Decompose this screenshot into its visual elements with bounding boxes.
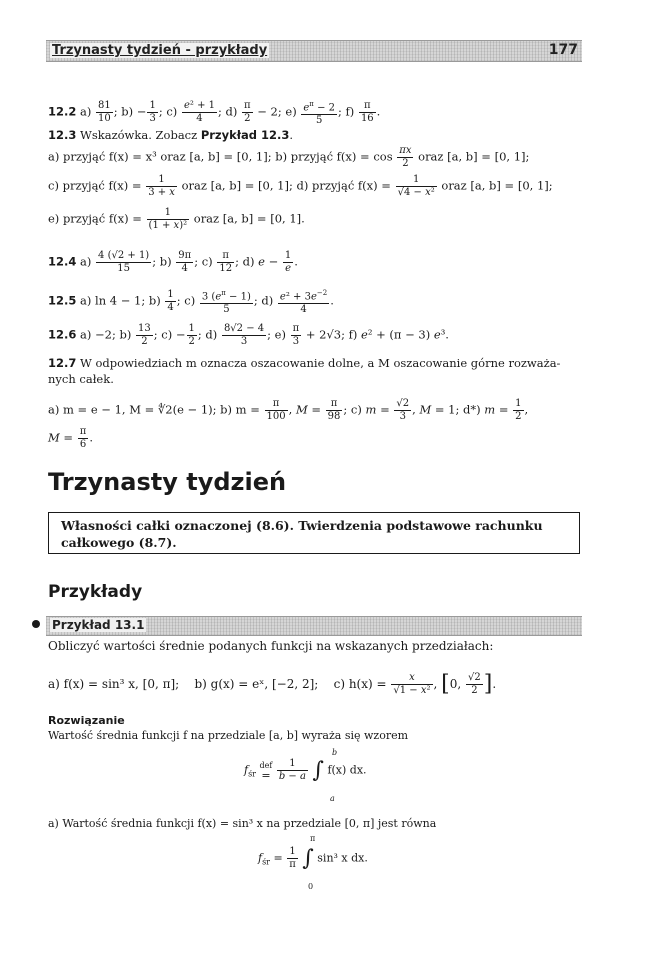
topic-text [61,517,571,551]
sr-subscript: śr [248,769,257,779]
hint-line-c: c) przyjąć f(x) = [48,178,142,193]
part-e: e) [285,104,297,119]
item-b: b) g(x) = eˣ, [−2, 2]; [194,677,319,691]
answer-label: 12.6 [48,327,77,342]
example-items: a) f(x) = sin³ x, [0, π]; b) g(x) = eˣ, [−2, 2]; c) h(x) = $\frac{x}{\text{√1 − x²}}$ , [0, $\frac{√2}{2}$ ]. [48,671,497,697]
example-band [46,616,582,636]
answer-M: M = [48,430,74,445]
topic-box [48,512,580,554]
answer-12-7-a: a) m = e − 1, M = ∜2(e − 1); b) m = $\frac{\pi}{100}$ , M = $\frac{\pi}{98}$ ; c) m = $\frac{√2}{3}$ , M = 1; d*) m = $\frac{1}{2}$ , [48,398,529,422]
answer-12-3-a: a) przyjąć f(x) = x³ oraz [a, b] = [0, 1]; b) przyjąć f(x) = cos $\frac{\pi x}{2}$ oraz [a, b] = [0, 1]; [48,145,530,169]
answer-line-a: a) m = e − 1, M = ∜2(e − 1); b) m = [48,402,260,417]
chapter-title: Trzynasty tydzień [48,468,287,496]
answer-12-7-cont [48,371,588,387]
answer-label: 12.7 [48,356,77,370]
answer-12-2: 12.2 a) $\frac{81}{10}$ ; b) − $\frac{1}{3}$ ; c) $\frac{\text{e² + 1}}{4}$ ; d) $\frac{\pi}{2}$ − 2; e) $\frac{e^\pi - 2}{5}$ ; f) $\frac{\pi}{16}$ . [48,100,381,127]
hint-line-a: a) przyjąć f(x) = x³ oraz [a, b] = [0, 1]; b) przyjąć f(x) = cos [48,149,393,164]
integrand-a: sin³ x dx. [317,851,368,865]
answer-12-7-M: M = $\frac{\pi}{6}$ . [48,426,93,450]
example-task: Obliczyć wartości średnie podanych funkcji na wskazanych przedziałach: [48,639,494,653]
hint-line-c-mid: oraz [a, b] = [0, 1]; d) przyjąć f(x) = [181,178,391,193]
hint-line-e: e) przyjąć f(x) = [48,211,142,226]
answer-text: a) −2; b) [80,327,132,342]
def-label: def [259,760,273,770]
examples-heading: Przykłady [48,582,143,602]
part-f: f) [345,104,355,119]
part-a: a) [80,104,92,119]
mean-value-formula: $f_{śr}$ def = $\frac{1}{b - a}$ ∫ f(x) dx. b a [244,748,367,803]
answer-label: 12.3 [48,128,77,142]
example-reference: Przykład 12.3 [200,128,290,142]
topic-line-2: całkowego (8.7). [61,535,177,550]
answer-12-3-c: c) przyjąć f(x) = $\frac{1}{3 + x}$ oraz [a, b] = [0, 1]; d) przyjąć f(x) = $\frac{1}{\text{√4 − x²}}$ oraz [a, b] = [0, 1]; [48,174,553,198]
answer-text: W odpowiedziach m oznacza oszacowanie dolne, a M oszacowanie górne rozważa- [80,356,561,370]
hint-line-e-end: oraz [a, b] = [0, 1]. [193,211,305,226]
answer-text-cont: nych całek. [48,372,114,386]
solution-heading: Rozwiązanie [48,714,125,727]
bullet-icon [32,620,40,628]
solution-text: Wartość średnia funkcji f na przedziale [a, b] wyraża się wzorem [48,729,409,742]
answer-text: a) ln 4 − 1; b) [80,293,161,308]
part-a-formula: $f_{śr}$ = $\frac{1}{\pi}$ ∫ sin³ x dx. π 0 [258,834,368,891]
header-band [46,40,582,62]
example-title: Przykład 13.1 [52,618,145,632]
answer-label: 12.2 [48,104,77,119]
part-a-text: a) Wartość średnia funkcji f(x) = sin³ x na przedziale [0, π] jest równa [48,817,437,830]
item-c: c) h(x) = [333,677,387,691]
part-b: b) [121,104,134,119]
f-symbol: f [244,763,249,777]
answer-12-6: 12.6 a) −2; b) $\frac{13}{2}$ ; c) − $\frac{1}{2}$ ; d) $\frac{8√2 - 4}{3}$ ; e) $\frac{\pi}{3}$ + 2√3; f) e² + (π − 3) e³. [48,323,449,347]
topic-line-1: Własności całki oznaczonej (8.6). Twierdzenia podstawowe rachunku [61,518,543,533]
answer-12-3-e: e) przyjąć f(x) = $\frac{1}{\text{(1 + x)²}}$ oraz [a, b] = [0, 1]. [48,207,305,231]
integrand-general: f(x) dx. [327,763,367,777]
hint-text: Wskazówka. Zobacz [80,128,198,142]
running-header-title: Trzynasty tydzień - przykłady [52,43,268,58]
answer-12-5: 12.5 a) ln 4 − 1; b) $\frac{1}{4}$ ; c) $\frac{3 (e^\pi - 1)}{5}$ ; d) $\frac{e^2 + 3e^{-2}}{4}$ . [48,289,334,316]
answer-label: 12.5 [48,293,77,308]
answer-12-4: 12.4 a) $\frac{4 (√2 + 1)}{15}$ ; b) $\frac{9\pi}{4}$ ; c) $\frac{\pi}{12}$ ; d) e − $\frac{1}{e}$ . [48,250,298,274]
part-c: c) [166,104,178,119]
answer-label: 12.4 [48,254,77,269]
page-number: 177 [548,42,578,58]
answer-12-3-hint: 12.3 Wskazówka. Zobacz Przykład 12.3. [48,128,294,142]
item-a: a) f(x) = sin³ x, [0, π]; [48,677,180,691]
answer-12-7 [48,355,588,371]
hint-line-c-end: oraz [a, b] = [0, 1]; [441,178,553,193]
part-d: d) [225,104,238,119]
hint-line-a-end: oraz [a, b] = [0, 1]; [418,149,530,164]
